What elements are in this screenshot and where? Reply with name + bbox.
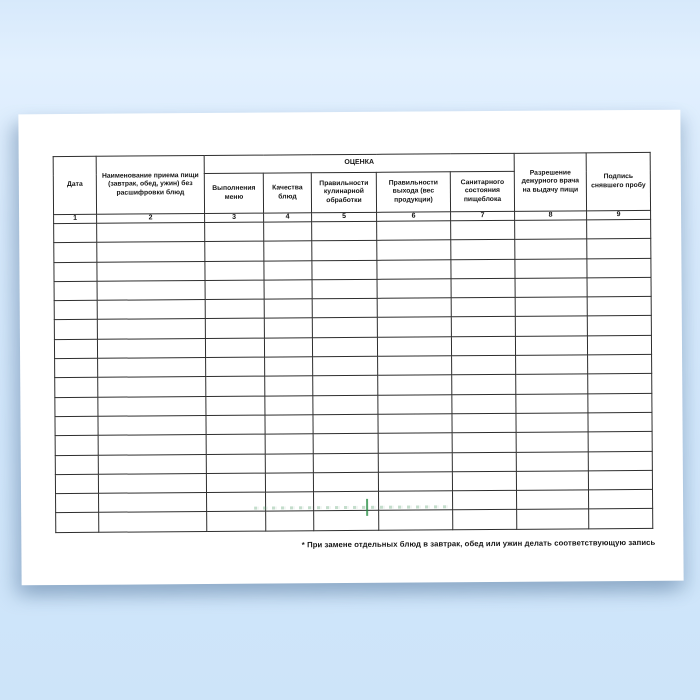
empty-cell [97,300,205,320]
food-quality-journal-table [53,152,654,533]
empty-cell [54,320,97,340]
empty-cell [377,298,451,318]
empty-cell [264,260,312,280]
empty-cell [312,279,377,299]
empty-cell [55,378,98,398]
column-number: 3 [205,213,264,222]
empty-cell [55,397,98,417]
empty-cell [588,374,652,394]
column-number: 2 [97,214,205,224]
empty-cell [515,239,587,259]
empty-cell [516,355,588,375]
empty-cell [205,338,264,358]
empty-cell [515,297,587,317]
empty-cell [264,222,312,242]
empty-cell [54,243,97,263]
empty-cell [206,376,265,396]
empty-cell [452,413,516,433]
empty-cell [265,415,313,435]
empty-cell [56,513,99,533]
empty-cell [312,241,377,261]
empty-cell [587,239,651,259]
empty-cell [98,454,206,474]
empty-cell [453,491,517,511]
table-row [56,509,653,532]
empty-cell [98,358,206,378]
empty-cell [378,472,452,492]
empty-cell [452,375,516,395]
empty-cell [98,415,206,435]
empty-cell [206,454,265,474]
empty-cell [587,316,651,336]
empty-cell [515,258,587,278]
empty-cell [207,512,266,532]
empty-cell [588,393,652,413]
empty-cell [205,319,264,339]
empty-cell [206,357,265,377]
empty-cell [378,452,452,472]
column-number: 7 [451,211,515,220]
empty-cell [313,434,378,454]
empty-cell [313,472,378,492]
empty-cell [97,223,205,243]
empty-cell [515,278,587,298]
empty-cell [98,396,206,416]
empty-cell [264,280,312,300]
empty-cell [451,240,515,260]
empty-cell [56,493,99,513]
empty-cell [378,394,452,414]
empty-cell [55,455,98,475]
empty-cell [55,358,98,378]
empty-cell [205,261,264,281]
empty-cell [378,375,452,395]
empty-cell [312,299,377,319]
empty-cell [206,473,265,493]
empty-cell [54,223,97,243]
empty-cell [588,451,652,471]
empty-cell [452,471,516,491]
footnote: * При замене отдельных блюд в завтрак, обед или ужин делать соответствующую запись [301,537,656,550]
empty-cell [264,338,312,358]
empty-cell [97,280,205,300]
column-number: 1 [54,214,97,223]
empty-cell [516,374,588,394]
empty-cell [313,395,378,415]
empty-cell [54,339,97,359]
empty-cell [312,318,377,338]
column-number: 8 [515,211,587,221]
empty-cell [313,376,378,396]
empty-cell [97,242,205,262]
empty-cell [313,453,378,473]
empty-cell [265,453,313,473]
empty-cell [516,394,588,414]
empty-cell [205,280,264,300]
empty-cell [517,490,589,510]
empty-cell [265,434,313,454]
empty-cell [97,319,205,339]
empty-cell [264,241,312,261]
empty-cell [379,510,453,530]
empty-cell [266,511,314,531]
empty-cell [99,512,207,532]
empty-cell [97,338,205,358]
empty-cell [377,240,451,260]
empty-cell [98,377,206,397]
empty-cell [453,510,517,530]
empty-cell [312,260,377,280]
empty-cell [587,277,651,297]
col-header-signature: Подпись снявшего пробу [586,152,650,210]
empty-cell [206,415,265,435]
empty-cell [98,435,206,455]
col-header-menu-fulfillment: Выполнения меню [204,173,263,213]
column-number: 9 [587,210,651,219]
empty-cell [98,473,206,493]
empty-cell [517,509,589,529]
empty-cell [587,297,651,317]
col-header-doctor-permission: Разрешение дежурного врача на выдачу пищи [514,153,586,212]
empty-cell [515,336,587,356]
empty-cell [54,281,97,301]
document-sheet [18,110,683,586]
empty-cell [515,220,587,240]
empty-cell [55,436,98,456]
empty-cell [377,279,451,299]
empty-cell [205,241,264,261]
empty-cell [205,299,264,319]
empty-cell [206,396,265,416]
empty-cell [54,300,97,320]
empty-cell [312,221,377,241]
empty-cell [587,219,651,239]
column-number: 6 [377,212,451,222]
empty-cell [55,474,98,494]
empty-cell [97,261,205,281]
empty-cell [515,316,587,336]
empty-cell [452,433,516,453]
col-header-date: Дата [53,156,96,214]
col-header-cooking-correctness: Правильности кулинарной обработки [311,172,376,212]
empty-cell [589,509,653,529]
col-header-output-correctness: Правильности выхода (вес продукции) [376,172,450,213]
empty-cell [378,414,452,434]
empty-cell [313,356,378,376]
empty-cell [452,355,516,375]
empty-cell [516,432,588,452]
empty-cell [451,278,515,298]
empty-cell [451,317,515,337]
column-number: 5 [312,212,377,221]
empty-cell [588,412,652,432]
empty-cell [588,354,652,374]
empty-cell [377,221,451,241]
empty-cell [588,432,652,452]
col-header-meal-name: Наименование приема пищи (завтрак, обед, ужин) без расшифровки блюд [96,156,204,215]
empty-cell [264,318,312,338]
empty-cell [264,299,312,319]
empty-cell [205,222,264,242]
empty-cell [377,317,451,337]
empty-cell [378,356,452,376]
empty-cell [265,357,313,377]
empty-cell [587,258,651,278]
watermark-tick [366,499,368,516]
empty-cell [451,220,515,240]
column-number: 4 [264,213,312,222]
empty-cell [377,259,451,279]
col-header-sanitary-state: Санитарного состояния пищеблока [450,171,514,211]
empty-cell [451,259,515,279]
empty-cell [588,470,652,490]
empty-cell [54,262,97,282]
empty-cell [99,493,207,513]
empty-cell [265,473,313,493]
empty-cell [516,471,588,491]
empty-cell [452,394,516,414]
col-header-dish-quality: Качества блюд [263,173,311,213]
empty-cell [516,413,588,433]
empty-cell [55,416,98,436]
empty-cell [265,376,313,396]
empty-cell [206,434,265,454]
empty-cell [452,452,516,472]
empty-cell [313,414,378,434]
empty-cell [265,395,313,415]
empty-cell [589,490,653,510]
empty-cell [516,451,588,471]
table-container [53,152,654,533]
empty-cell [312,337,377,357]
empty-cell [378,433,452,453]
empty-cell [451,336,515,356]
col-header-grade-group: ОЦЕНКА [204,153,514,173]
empty-cell [314,511,379,531]
table-body [54,219,653,532]
empty-cell [451,298,515,318]
empty-cell [587,335,651,355]
empty-cell [377,337,451,357]
